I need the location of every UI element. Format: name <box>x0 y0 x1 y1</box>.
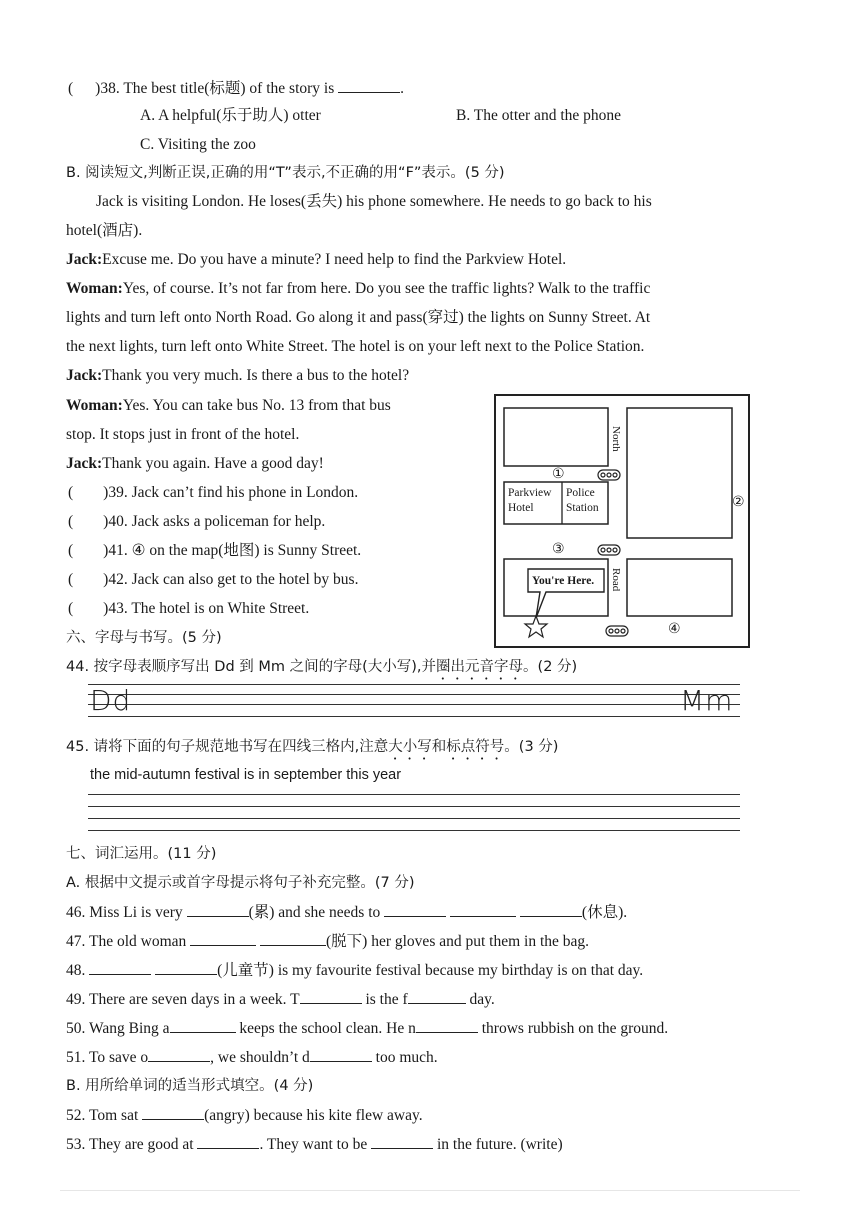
q50-line <box>66 1018 668 1039</box>
q53-text-end: in the future. (write) <box>436 1136 563 1153</box>
q53-line <box>66 1134 563 1155</box>
tf-item-41 <box>68 541 361 561</box>
answer-blank[interactable] <box>260 931 326 946</box>
q45-instruction <box>66 737 558 763</box>
hotel-line: Hotel <box>508 502 534 514</box>
dialogue-line-2c: the next lights, turn left onto White Street. The hotel is on your left next to the Police Station. <box>66 338 645 355</box>
q44-emphasis: 圈出元音字母 <box>436 659 524 675</box>
dialogue-text: Yes. You can take bus No. 13 from that bus <box>122 397 391 414</box>
answer-blank[interactable] <box>170 1018 236 1033</box>
q51-text-mid: , we shouldn’t <box>210 1049 299 1066</box>
north-road-label: North <box>610 426 622 452</box>
traffic-light-icon <box>598 470 620 480</box>
q51-text: 51. To save <box>66 1049 137 1066</box>
q49-hint-letter: T <box>290 991 300 1008</box>
dialogue-line-2b: lights and turn left onto North Road. Go along it and pass(穿过) the lights on Sunny Street. At <box>66 309 651 326</box>
block-bottom-right <box>627 559 732 616</box>
marker-4: ④ <box>668 621 681 637</box>
answer-blank[interactable] <box>416 1018 478 1033</box>
passage-intro-2: hotel(酒店). <box>66 222 143 239</box>
answer-blank[interactable] <box>142 1105 204 1120</box>
answer-paren[interactable]: ( <box>68 542 74 559</box>
section7-part-a: A. 根据中文提示或首字母提示将句子补充完整。(7 分) <box>66 875 415 891</box>
answer-blank[interactable] <box>148 1047 210 1062</box>
star-icon <box>525 616 547 637</box>
section6-heading: 六、字母与书写。(5 分) <box>66 630 222 646</box>
q38-stem: 38. The best title(标题) of the story is <box>100 80 335 97</box>
speaker: Jack: <box>66 251 103 268</box>
q38-line <box>68 78 404 99</box>
q38-option-a: A. A helpful(乐于助人) otter <box>140 107 321 124</box>
marker-2: ② <box>732 494 745 510</box>
speaker: Jack: <box>66 455 103 472</box>
answer-paren-close: ) <box>103 600 109 617</box>
dialogue-text: Excuse me. Do you have a minute? I need help to find the Parkview Hotel. <box>102 251 567 268</box>
block-right <box>627 408 732 538</box>
dialogue-line-3 <box>66 366 409 386</box>
section7-part-b: B. 用所给单词的适当形式填空。(4 分) <box>66 1078 314 1094</box>
q46-text-mid: (累) and she needs to <box>248 904 381 921</box>
answer-blank[interactable] <box>450 902 516 917</box>
answer-paren[interactable]: ( <box>68 513 74 530</box>
section7-heading: 七、词汇运用。(11 分) <box>66 846 217 862</box>
tf-statement: 43. The hotel is on White Street. <box>108 600 310 617</box>
answer-paren[interactable]: ( <box>68 571 74 588</box>
tf-statement: 41. ④ on the map(地图) is Sunny Street. <box>108 542 362 559</box>
police-line: Station <box>566 502 599 514</box>
answer-blank[interactable] <box>384 902 446 917</box>
street-map-drawing <box>496 396 748 646</box>
dialogue-line-5 <box>66 454 324 474</box>
dialogue-text: Thank you again. Have a good day! <box>102 455 324 472</box>
passage-intro-1: Jack is visiting London. He loses(丢失) his phone somewhere. He needs to go back to his <box>96 193 652 210</box>
speaker: Woman: <box>66 280 123 297</box>
answer-blank[interactable] <box>155 960 217 975</box>
q38-option-b: B. The otter and the phone <box>456 107 622 124</box>
q49-text: 49. There are seven days in a week. <box>66 991 287 1008</box>
street-map <box>494 394 750 648</box>
q50-text-mid: keeps the school clean. He <box>239 1020 405 1037</box>
q49-line <box>66 989 495 1010</box>
answer-blank[interactable] <box>300 989 362 1004</box>
road-label: Road <box>610 568 622 592</box>
q47-line <box>66 931 589 952</box>
q47-text-end: (脱下) her gloves and put them in the bag. <box>326 933 590 950</box>
traffic-light-icon <box>606 626 628 636</box>
answer-paren-close: ) <box>103 542 109 559</box>
answer-blank[interactable] <box>187 902 249 917</box>
q51-line <box>66 1047 438 1068</box>
q44-instruction <box>66 657 577 683</box>
q51-hint-letter: o <box>140 1049 149 1066</box>
answer-paren[interactable]: ( <box>68 600 74 617</box>
q49-hint-letter: f <box>402 991 408 1008</box>
block-top-left <box>504 408 608 466</box>
tf-item-42 <box>68 570 358 590</box>
q44-text-end: 。(2 分) <box>523 659 578 675</box>
q45-text-mid: 和 <box>431 739 447 755</box>
answer-blank[interactable] <box>371 1134 433 1149</box>
answer-paren-close: ) <box>103 571 109 588</box>
q48-line <box>66 960 643 981</box>
tf-statement: 42. Jack can also get to the hotel by bus. <box>108 571 359 588</box>
dialogue-line-4b: stop. It stops just in front of the hotel. <box>66 426 300 443</box>
q48-text-end: (儿童节) is my favourite festival because my birthday is on that day. <box>217 962 644 979</box>
dialogue-line-4 <box>66 396 391 416</box>
q38-option-c: C. Visiting the zoo <box>140 136 256 153</box>
speaker: Woman: <box>66 397 123 414</box>
section-b-heading: B. 阅读短文,判断正误,正确的用“T”表示,不正确的用“F”表示。(5 分) <box>66 165 505 181</box>
answer-blank[interactable] <box>89 960 151 975</box>
q49-text-mid: is the <box>365 991 399 1008</box>
answer-blank[interactable] <box>408 989 466 1004</box>
q52-text-end: (angry) because his kite flew away. <box>204 1107 423 1124</box>
answer-blank[interactable] <box>520 902 582 917</box>
q47-text: 47. The old woman <box>66 933 187 950</box>
dialogue-line-1 <box>66 250 566 270</box>
q44-text: 44. 按字母表顺序写出 Dd 到 Mm 之间的字母(大小写),并 <box>66 659 437 675</box>
q53-text-mid: . They want to be <box>259 1136 368 1153</box>
speaker: Jack: <box>66 367 103 384</box>
parkview-hotel-label <box>508 486 551 516</box>
you-are-here-label: You're Here. <box>532 575 595 587</box>
q45-sentence: the mid-autumn festival is in september this year <box>90 767 402 783</box>
answer-blank[interactable] <box>197 1134 259 1149</box>
traffic-light-icon <box>598 545 620 555</box>
dialogue-text: Yes, of course. It’s not far from here. Do you see the traffic lights? Walk to the traffic <box>122 280 651 297</box>
q45-writing-area[interactable] <box>88 790 740 834</box>
dialogue-line-2 <box>66 279 650 299</box>
q49-text-end: day. <box>469 991 495 1008</box>
q44-writing-area[interactable] <box>140 682 670 718</box>
q45-text-end: 。(3 分) <box>504 739 559 755</box>
answer-blank[interactable] <box>190 931 256 946</box>
answer-paren: ( <box>68 80 74 97</box>
answer-paren-close: ) <box>95 80 101 97</box>
page-bottom-rule <box>60 1190 800 1191</box>
tf-statement: 40. Jack asks a policeman for help. <box>108 513 326 530</box>
q46-line <box>66 902 627 923</box>
q50-text-end: throws rubbish on the ground. <box>481 1020 669 1037</box>
q50-hint-letter: a <box>162 1020 170 1037</box>
q46-text: 46. Miss Li is very <box>66 904 183 921</box>
tf-item-39 <box>68 483 358 503</box>
q45-emphasis-2: 标点符号 <box>446 739 505 755</box>
marker-3: ③ <box>552 541 565 557</box>
tf-item-43 <box>68 599 309 619</box>
tf-statement: 39. Jack can’t find his phone in London. <box>108 484 359 501</box>
q52-line <box>66 1105 423 1126</box>
q51-hint-letter: d <box>302 1049 310 1066</box>
q45-text: 45. 请将下面的句子规范地书写在四线三格内,注意 <box>66 739 389 755</box>
q44-end-letters: Mm <box>680 684 734 717</box>
q46-text-end: (休息). <box>581 904 628 921</box>
answer-paren-close: ) <box>103 513 109 530</box>
q53-text: 53. They are good at <box>66 1136 194 1153</box>
q52-text: 52. Tom sat <box>66 1107 139 1124</box>
q50-text: 50. Wang Bing <box>66 1020 159 1037</box>
police-station-label <box>566 486 599 516</box>
police-line: Police <box>566 487 595 499</box>
answer-blank[interactable] <box>338 78 400 93</box>
q48-text: 48. <box>66 962 86 979</box>
hotel-line: Parkview <box>508 487 552 499</box>
answer-paren-close: ) <box>103 484 109 501</box>
q51-text-end: too much. <box>375 1049 438 1066</box>
dialogue-text: Thank you very much. Is there a bus to the hotel? <box>102 367 410 384</box>
q45-emphasis: 大小写 <box>388 739 432 755</box>
q38-period: . <box>400 80 404 97</box>
q50-hint-letter: n <box>408 1020 416 1037</box>
answer-blank[interactable] <box>310 1047 372 1062</box>
answer-paren[interactable]: ( <box>68 484 74 501</box>
tf-item-40 <box>68 512 325 532</box>
marker-1: ① <box>552 466 565 482</box>
q44-start-letters: Dd <box>90 684 132 717</box>
